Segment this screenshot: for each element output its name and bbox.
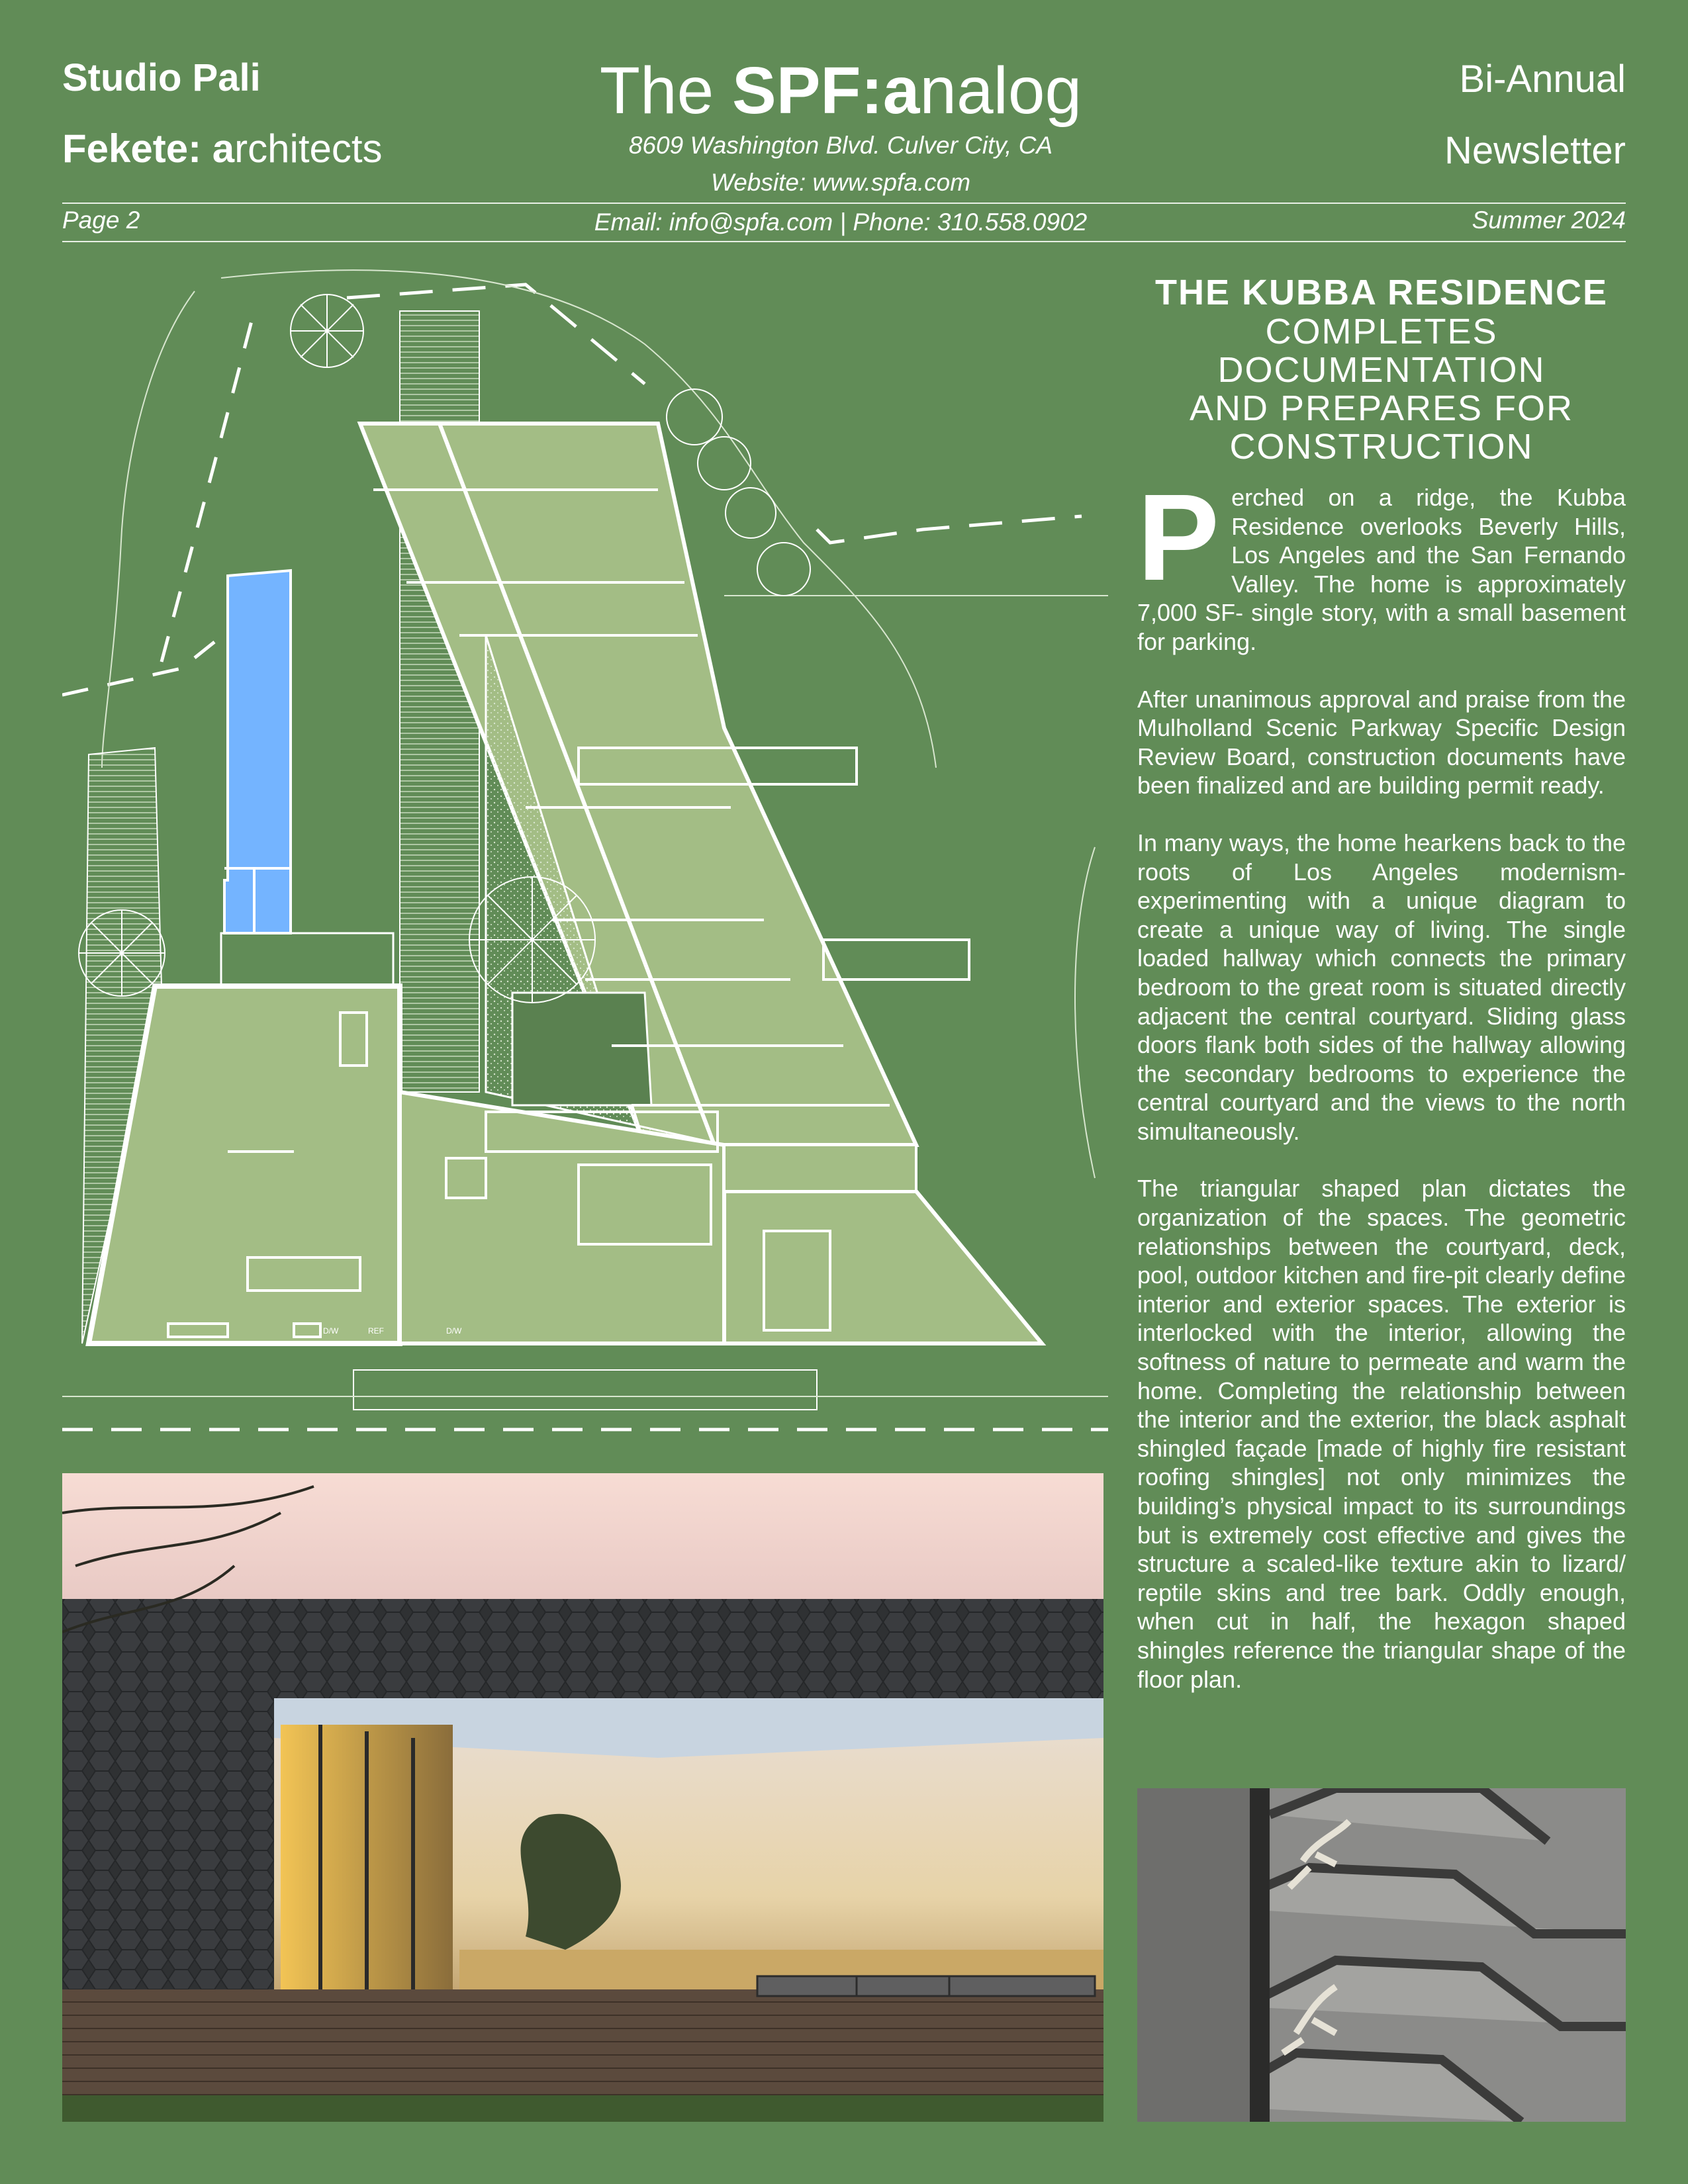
headline-line5: CONSTRUCTION — [1229, 427, 1534, 467]
article-paragraph-1 — [1137, 469, 1626, 657]
tree-symbol — [726, 488, 776, 538]
frequency-line1: Bi-Annual — [1459, 58, 1626, 101]
pool-deck-frame — [221, 933, 393, 986]
primary-suite — [724, 1191, 1042, 1343]
tree-symbol — [698, 437, 751, 490]
newsletter-masthead — [569, 54, 1112, 127]
masthead-pre: The — [599, 54, 732, 128]
firm-name-fekete — [62, 126, 383, 171]
drop-cap: P — [1137, 469, 1220, 606]
central-courtyard — [512, 993, 651, 1105]
plan-label: D/W — [446, 1326, 462, 1336]
contour-line — [102, 291, 195, 768]
header-rule-top — [62, 203, 1626, 204]
site-boundary-line — [62, 642, 214, 695]
plan-label: REF — [368, 1326, 384, 1336]
site-wall — [353, 1370, 817, 1410]
site-boundary-line — [347, 285, 645, 384]
plan-label: D/W — [323, 1326, 339, 1336]
article-body — [1137, 469, 1626, 1722]
masthead-rest: nalog — [919, 54, 1082, 128]
header-rule-bottom — [62, 241, 1626, 242]
issue-season: Summer 2024 — [1472, 206, 1626, 234]
residence-rendering-photo — [62, 1473, 1103, 2122]
site-boundary-line — [817, 516, 1082, 543]
swimming-pool — [224, 570, 291, 933]
page-number: Page 2 — [62, 206, 140, 234]
tree-symbol — [291, 295, 363, 367]
tree-symbol — [757, 543, 810, 596]
primary-suite-link — [724, 1145, 916, 1191]
article-paragraph-4: The triangular shaped plan dictates the organization of the spaces. The geometric relationships between the courtyard, deck, pool, outdoor kitchen and fire-pit clearly define interior and exterior spaces. The exterior is interlocked with the interior, allowing the softness of nature to permeate and warm the home. Completing the relationship between the interior and the exterior, the black asphalt shingled façade [made of highly fire resistant roofing shingles] not only minimizes the building’s physical impact to its surroundings but is extremely cost effective and gives the structure a scaled-like texture akin to lizard/ reptile skins and tree bark. Oddly enough, when cut in half, the hexagon shaped shingles reference the triangular shape of the floor plan. — [1137, 1175, 1626, 1693]
shingle-lizard-detail-photo — [1137, 1788, 1626, 2122]
address: 8609 Washington Blvd. Culver City, CA — [628, 132, 1053, 159]
firm-name-fekete-rest: rchitects — [234, 126, 383, 171]
firm-name-fekete-bold: Fekete: a — [62, 126, 235, 171]
paragraph-1-text: erched on a ridge, the Kubba Residence overlooks Beverly Hills, Los Angeles and the San Fernando Valley. The home is approximately 7,000 SF- single story, with a small basement for parking. — [1137, 484, 1626, 655]
frequency-line2: Newsletter — [1444, 129, 1626, 172]
headline-line4: AND PREPARES FOR — [1189, 388, 1574, 428]
article-paragraph-2: After unanimous approval and praise from the Mulholland Scenic Parkway Specific Design Review Board, construction documents have been finalized and are building permit ready. — [1137, 685, 1626, 799]
headline-line2: COMPLETES — [1265, 312, 1498, 351]
contour-line — [1075, 847, 1095, 1178]
tree-symbol — [469, 877, 595, 1003]
floor-plan-drawing — [62, 265, 1108, 1443]
article-paragraph-3: In many ways, the home hearkens back to the roots of Los Angeles modernism- experimenting with a unique diagram to create a unique way of living. The single loaded hallway which connects the primary bedroom to the great room is situated directly adjacent the central courtyard. Sliding glass doors flank both sides of the hallway allowing the secondary bedrooms to experience the central courtyard and the views to the north simultaneously. — [1137, 829, 1626, 1145]
firm-name-studio-pali: Studio Pali — [62, 56, 261, 99]
masthead-bold: SPF:a — [732, 54, 920, 128]
headline-line1: THE KUBBA RESIDENCE — [1154, 273, 1609, 312]
website: Website: www.spfa.com — [710, 169, 971, 196]
headline-line3: DOCUMENTATION — [1217, 350, 1546, 390]
contact-info: Email: info@spfa.com | Phone: 310.558.0902 — [594, 208, 1088, 236]
article-headline — [1137, 273, 1626, 466]
